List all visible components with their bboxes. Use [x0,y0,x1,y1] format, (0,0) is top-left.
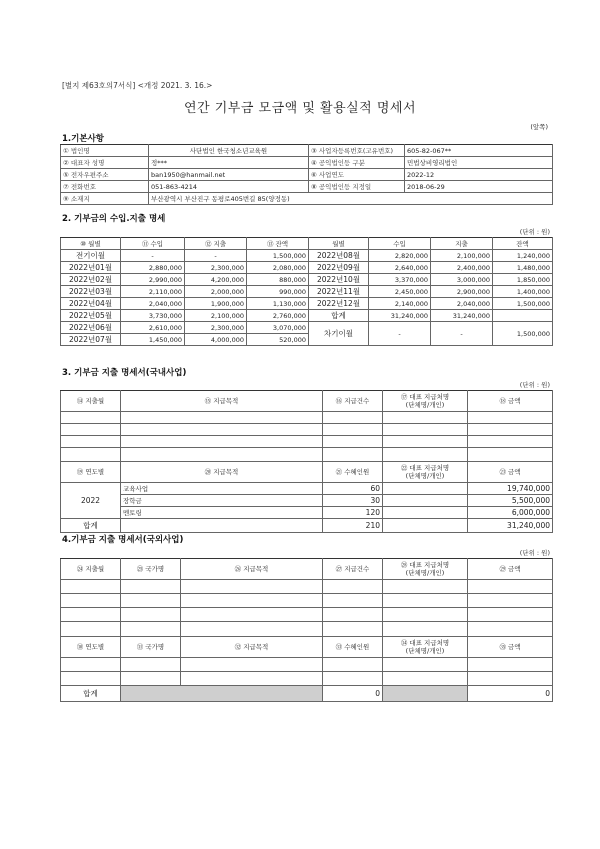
empty-row [61,672,553,686]
table-row [61,310,553,322]
column-header: 월별 [309,238,369,250]
section-3-title: 3. 기부금 지출 명세서(국내사업) [62,368,187,378]
column-header: ⑪ 수입 [121,238,185,250]
column-header: ㉕ 국가명 [121,559,181,580]
balance-cell: 520,000 [247,334,309,346]
column-header: ⑫ 지출 [185,238,247,250]
info-label: ⑨ 소재지 [61,193,149,205]
table-row [61,495,553,507]
month-cell: 2022년02월 [61,274,121,286]
table-row [61,262,553,274]
month-cell: 2022년08월 [309,250,369,262]
count-cell: 30 [323,495,383,507]
column-header: ⑬ 잔액 [247,238,309,250]
unit-label: (단위 : 원) [519,549,550,557]
info-row [61,157,553,169]
purpose-cell: 멘토링 [121,507,323,519]
column-header-line: ㉒ 대표 지급처명 [400,464,450,472]
info-value: 051-863-4214 [149,181,309,193]
expense-cell: 2,100,000 [431,250,493,262]
purpose-cell: 교육사업 [121,483,323,495]
expense-cell: 2,100,000 [185,310,247,322]
info-label: ⑥ 사업연도 [309,169,405,181]
carry-income: - [369,322,431,346]
month-cell: 전기이월 [61,250,121,262]
info-label: ④ 공익법인등 구분 [309,157,405,169]
income-cell: 2,820,000 [369,250,431,262]
balance-cell: 990,000 [247,286,309,298]
domestic-expense-table [60,390,553,533]
table-row [61,322,553,334]
amount-cell: 6,000,000 [468,507,553,519]
info-value: 정*** [149,157,309,169]
balance-cell: 1,240,000 [493,250,553,262]
table-row [61,250,553,262]
total-count: 210 [323,519,383,533]
info-label: ⑦ 전화번호 [61,181,149,193]
expense-cell: 2,900,000 [431,286,493,298]
header-row [61,462,553,483]
column-header: ⑱ 금액 [468,391,553,412]
count-cell: 60 [323,483,383,495]
balance-cell: 1,130,000 [247,298,309,310]
basic-info-table [60,144,553,205]
income-cell: 2,610,000 [121,322,185,334]
overseas-expense-table [60,558,553,702]
table-row [61,286,553,298]
amount-cell: 5,500,000 [468,495,553,507]
amount-cell: 19,740,000 [468,483,553,495]
column-header: ㉚ 연도별 [61,637,121,658]
total-amount: 31,240,000 [468,519,553,533]
balance-cell: 1,850,000 [493,274,553,286]
column-header: 잔액 [493,238,553,250]
column-header: ⑩ 월별 [61,238,121,250]
info-value: 2022-12 [405,169,553,181]
info-label: ③ 사업자등록번호(고유번호) [309,145,405,157]
column-header-line: (단체명/개인) [405,569,445,577]
month-cell: 2022년04월 [61,298,121,310]
empty-row [61,622,553,637]
info-value: 605-82-067** [405,145,553,157]
balance-cell: 2,760,000 [247,310,309,322]
total-row [61,686,553,702]
income-expense-table [60,237,553,346]
carry-expense: - [431,322,493,346]
expense-cell: - [185,250,247,262]
column-header: ⑯ 지급건수 [323,391,383,412]
column-header: ㉑ 수혜인원 [323,462,383,483]
expense-cell: 2,000,000 [185,286,247,298]
income-cell: 2,880,000 [121,262,185,274]
column-header [383,462,468,483]
info-row [61,145,553,157]
section-1-title: 1.기본사항 [62,134,104,144]
column-header: ㉙ 금액 [468,559,553,580]
info-value: 민법상비영리법인 [405,157,553,169]
column-header-line: (단체명/개인) [405,401,445,409]
column-header: ㉔ 지출월 [61,559,121,580]
column-header: ⑮ 지급목적 [121,391,323,412]
column-header: ⑭ 지출월 [61,391,121,412]
address-value: 부산광역시 부산진구 동평로405번길 85(양정동) [149,193,553,205]
empty-row [61,608,553,622]
purpose-cell: 장학금 [121,495,323,507]
balance-cell: 1,480,000 [493,262,553,274]
column-header: ㉓ 금액 [468,462,553,483]
info-row [61,169,553,181]
income-cell: 2,110,000 [121,286,185,298]
document-title: 연간 기부금 모금액 및 활용실적 명세서 [183,101,417,116]
column-header [383,559,468,580]
empty-row [61,412,553,424]
column-header-line: (단체명/개인) [405,472,445,480]
balance-cell: 3,070,000 [247,322,309,334]
empty-row [61,436,553,448]
total-expense: 31,240,000 [431,310,493,322]
month-cell: 2022년03월 [61,286,121,298]
income-cell: 2,990,000 [121,274,185,286]
month-cell: 2022년09월 [309,262,369,274]
expense-cell: 2,040,000 [431,298,493,310]
table-row [61,274,553,286]
income-cell: 3,370,000 [369,274,431,286]
column-header-line: ㉞ 대표 지급처명 [400,639,450,647]
income-cell: 3,730,000 [121,310,185,322]
month-cell: 2022년07월 [61,334,121,346]
column-header-line: ⑰ 대표 지급처명 [400,393,450,401]
header-row [61,559,553,580]
expense-cell: 4,200,000 [185,274,247,286]
income-cell: 2,140,000 [369,298,431,310]
column-header: ⑳ 지급목적 [121,462,323,483]
column-header [383,637,468,658]
income-cell: 1,450,000 [121,334,185,346]
month-cell: 2022년11월 [309,286,369,298]
count-cell: 120 [323,507,383,519]
total-label: 합계 [61,519,121,533]
expense-cell: 2,400,000 [431,262,493,274]
balance-cell: 2,080,000 [247,262,309,274]
column-header-line: (단체명/개인) [405,647,445,655]
total-income: 31,240,000 [369,310,431,322]
empty-row [61,658,553,672]
unit-label: (단위 : 원) [519,228,550,236]
column-header: ㉛ 국가명 [121,637,181,658]
info-value: 2018-06-29 [405,181,553,193]
expense-cell: 2,300,000 [185,322,247,334]
total-balance [493,310,553,322]
table-row [61,483,553,495]
total-label: 합계 [309,310,369,322]
table-row [61,298,553,310]
income-cell: - [121,250,185,262]
total-label: 합계 [61,686,121,702]
column-header: ㉖ 지급목적 [181,559,323,580]
section-4-title: 4.기부금 지출 명세서(국외사업) [62,535,184,545]
year-cell: 2022 [61,483,121,519]
info-label: ⑧ 공익법인등 지정일 [309,181,405,193]
info-label: ① 법인명 [61,145,149,157]
balance-cell: 880,000 [247,274,309,286]
info-row [61,193,553,205]
column-header: 수입 [369,238,431,250]
balance-cell: 1,500,000 [493,298,553,310]
income-cell: 2,450,000 [369,286,431,298]
header-row [61,637,553,658]
expense-cell: 3,000,000 [431,274,493,286]
info-value: 사단법인 한국청소년교육원 [149,145,309,157]
expense-cell: 4,000,000 [185,334,247,346]
info-value: ban1950@hanmail.net [149,169,309,181]
column-header: ㉜ 지급목적 [181,637,323,658]
month-cell: 2022년01월 [61,262,121,274]
month-cell: 2022년12월 [309,298,369,310]
header-row [61,238,553,250]
total-amount: 0 [468,686,553,702]
empty-row [61,580,553,594]
info-row [61,181,553,193]
column-header: ㉗ 지급건수 [323,559,383,580]
carry-forward-label: 차기이월 [309,322,369,346]
sheet-side: (앞쪽) [530,123,548,131]
month-cell: 2022년05월 [61,310,121,322]
column-header: ⑲ 연도별 [61,462,121,483]
info-label: ⑤ 전자우편주소 [61,169,149,181]
balance-cell: 1,400,000 [493,286,553,298]
section-2-title: 2. 기부금의 수입.지출 명세 [62,214,166,224]
total-row [61,519,553,533]
month-cell: 2022년06월 [61,322,121,334]
empty-row [61,424,553,436]
income-cell: 2,640,000 [369,262,431,274]
balance-cell: 1,500,000 [247,250,309,262]
column-header: ㉝ 수혜인원 [323,637,383,658]
table-row [61,507,553,519]
expense-cell: 1,900,000 [185,298,247,310]
empty-row [61,594,553,608]
header-row [61,391,553,412]
column-header: ㉟ 금액 [468,637,553,658]
month-cell: 2022년10월 [309,274,369,286]
column-header-line: ㉘ 대표 지급처명 [400,561,450,569]
expense-cell: 2,300,000 [185,262,247,274]
column-header: 지출 [431,238,493,250]
column-header [383,391,468,412]
income-cell: 2,040,000 [121,298,185,310]
form-number: [별지 제63호의7서식] <개정 2021. 3. 16.> [62,81,213,90]
empty-row [61,448,553,462]
carry-balance: 1,500,000 [493,322,553,346]
unit-label: (단위 : 원) [519,381,550,389]
info-label: ② 대표자 성명 [61,157,149,169]
total-count: 0 [323,686,383,702]
